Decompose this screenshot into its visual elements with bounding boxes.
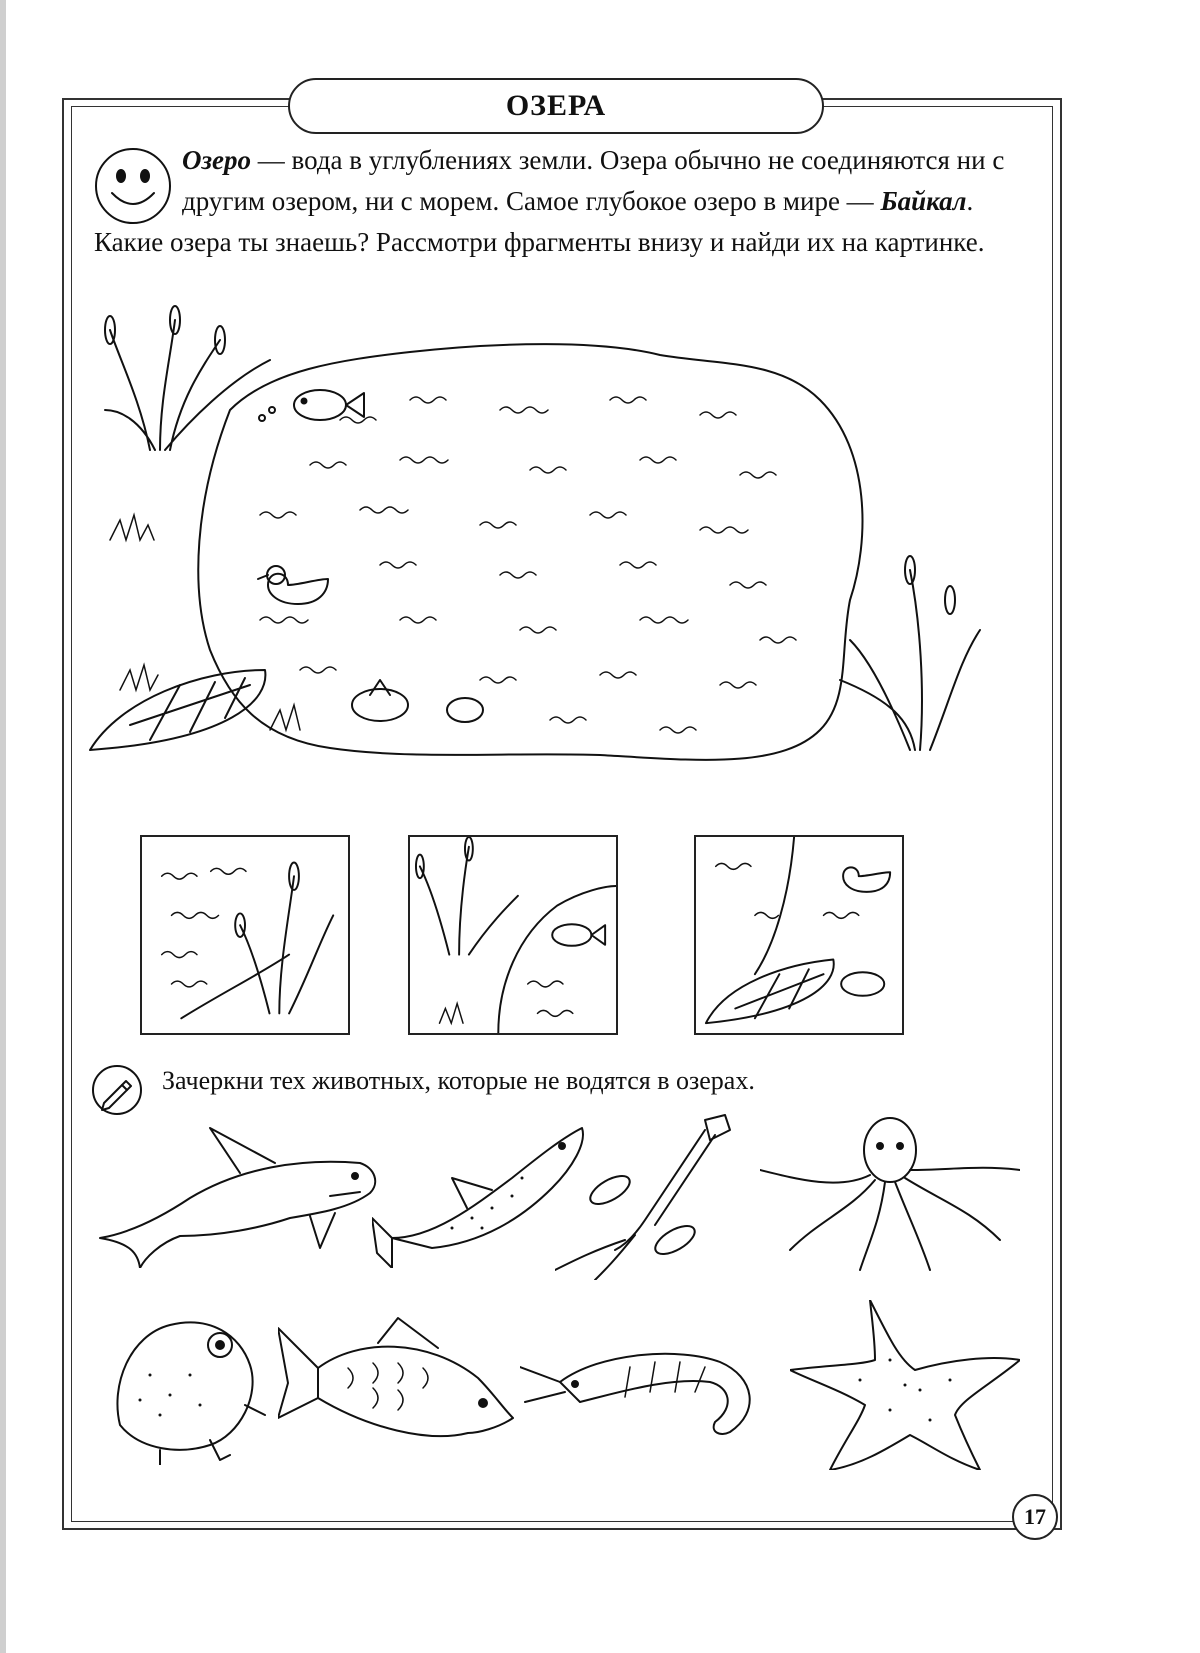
- animal-frog[interactable]: [100, 1305, 270, 1465]
- animal-carp[interactable]: [278, 1308, 518, 1468]
- duck-on-lake: [258, 566, 328, 604]
- page-title: [288, 78, 824, 134]
- animal-starfish[interactable]: [790, 1300, 1020, 1470]
- grass-tufts: [110, 515, 300, 730]
- fragment-reeds-drawing: [142, 837, 348, 1033]
- intro-text-2: . Какие озера ты знаешь? Рассмотри фрагменты внизу и найди их на картинке.: [94, 186, 985, 257]
- lily-pads: [352, 680, 483, 722]
- water-ripples: [260, 397, 796, 733]
- page-edge: [0, 0, 6, 1653]
- fragment-fish: [408, 835, 618, 1035]
- task-instruction: Зачеркни тех животных, которые не водятся в озерах.: [162, 1066, 755, 1095]
- boat-on-shore: [90, 670, 265, 750]
- lake-scene-illustration: [80, 300, 1020, 800]
- fragment-reeds: [140, 835, 350, 1035]
- intro-text-1: — вода в углублениях земли. Озера обычно не соединяются ни с другим озером, ни с морем. Самое глубокое озеро в мире —: [182, 145, 1005, 216]
- fragment-boat-duck-drawing: [696, 837, 902, 1033]
- page-number: 17: [1012, 1494, 1058, 1540]
- intro-paragraph: [94, 140, 1019, 263]
- intro-highlight: Байкал: [880, 186, 967, 216]
- fragment-boat-duck: [694, 835, 904, 1035]
- page-title-text: ОЗЕРА: [505, 89, 607, 122]
- animal-octopus[interactable]: [760, 1110, 1020, 1275]
- intro-term: Озеро: [182, 145, 252, 175]
- animal-shrimp[interactable]: [520, 1322, 760, 1452]
- fish-in-lake: [259, 390, 364, 421]
- reeds-right: [840, 556, 980, 750]
- pencil-icon: [90, 1063, 144, 1117]
- animal-crayfish[interactable]: [555, 1110, 755, 1280]
- reeds-top-left: [105, 306, 270, 450]
- fragment-fish-drawing: [410, 837, 616, 1033]
- animal-shark[interactable]: [90, 1118, 380, 1268]
